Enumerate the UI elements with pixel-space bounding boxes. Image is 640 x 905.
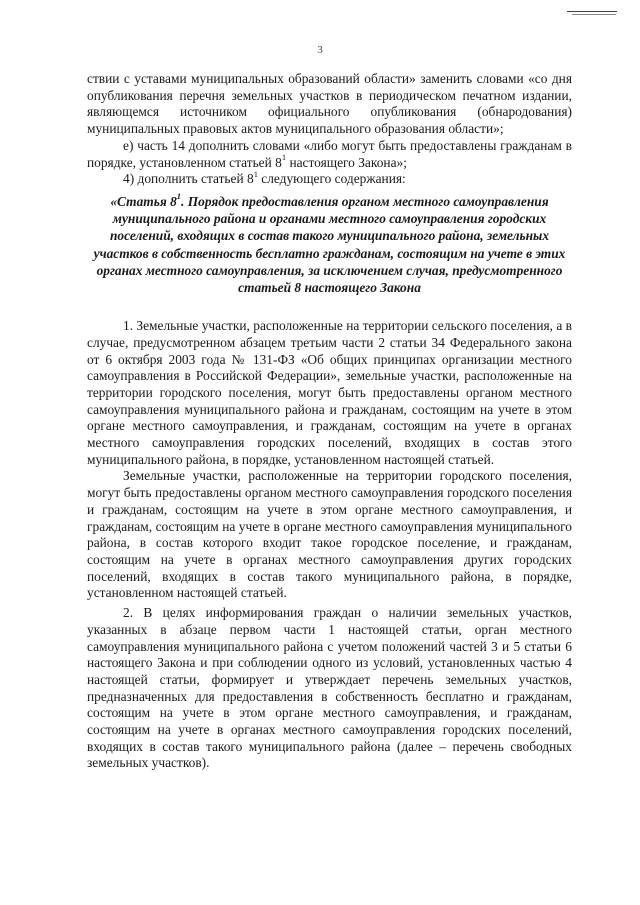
- spacer: [87, 296, 572, 318]
- header-mark-line-secondary: [572, 14, 616, 15]
- paragraph-item-e: [87, 138, 572, 171]
- paragraph-item-4: [87, 168, 572, 188]
- document-body: [87, 71, 572, 772]
- paragraph-item-e-text: е) часть 14 дополнить словами «либо могут быть предоставлены гражданам в порядке, установленном статьей 8: [87, 137, 572, 170]
- paragraph-item-4-text: 4) дополнить статьей 8: [123, 171, 254, 187]
- paragraph-continuation: ствии с уставами муниципальных образований области» заменить словами «со дня опубликования перечня земельных участков в периодическом печатном издании, являющемся источником официального опубликования (обнародования) муниципальных правовых актов муниципального образования области»;: [87, 71, 572, 137]
- paragraph-item-4-tail: следующего содержания:: [257, 171, 406, 187]
- paragraph-item-e-tail: настоящего Закона»;: [286, 154, 407, 170]
- page-number: 3: [317, 44, 323, 56]
- superscript: 1: [281, 152, 287, 163]
- superscript: 1: [253, 168, 258, 179]
- paragraph-part-1-second: Земельные участки, расположенные на территории городского поселения, могут быть предоставлены органом местного самоуправления городского поселения и гражданам, состоящим на учете в этом органе местного самоуправления, и гражданам, состоящим на учете в органе местного самоуправления муниципального района, в состав которого входит такое городское поселение, и гражданам, состоящим на учете в органах местного самоуправления других городских поселений, входящих в состав такого муниципального района, в порядке, установленном настоящей статьей.: [87, 468, 572, 601]
- article-heading-text: . Порядок предоставления органом местного самоуправления муниципального района и органами местного самоуправления городских поселений, входящих в состав такого муниципального района, земельных участков в собственность бесплатно гражданам, состоящим на учете в этих органах местного самоуправления, за исключением случая, предусмотренного статьей 8 настоящего Закона: [93, 193, 566, 295]
- paragraph-part-2: 2. В целях информирования граждан о наличии земельных участков, указанных в абзаце первом части 1 настоящей статьи, орган местного самоуправления муниципального района с учетом положений частей 3 и 5 статьи 6 настоящего Закона и при соблюдении одного из условий, установленных частью 4 настоящей статьи, формирует и утверждает перечень земельных участков, предназначенных для предоставления в собственность бесплатно и гражданам, состоящим на учете в этом органе местного самоуправления, и гражданам, состоящим на учете в органах местного самоуправления городских поселений, входящих в состав такого муниципального района (далее – перечень свободных земельных участков).: [87, 605, 572, 771]
- superscript: 1: [176, 191, 182, 202]
- header-mark-line: [567, 11, 617, 12]
- article-heading: [87, 193, 572, 296]
- paragraph-part-1: 1. Земельные участки, расположенные на территории сельского поселения, а в случае, предусмотренном абзацем третьим части 2 статьи 34 Федерального закона от 6 октября 2003 года № 131-ФЗ «Об общих принципах организации местного самоуправления в Российской Федерации», земельные участки, расположенные на территории городского поселения, могут быть предоставлены органом местного самоуправления муниципального района и гражданам, состоящим на учете в этом органе местного самоуправления, и гражданам, состоящим на учете в органах местного самоуправления городских поселений, входящих в состав этого муниципального района, в порядке, установленном настоящей статьей.: [87, 318, 572, 467]
- article-heading-start: «Статья 8: [110, 193, 177, 209]
